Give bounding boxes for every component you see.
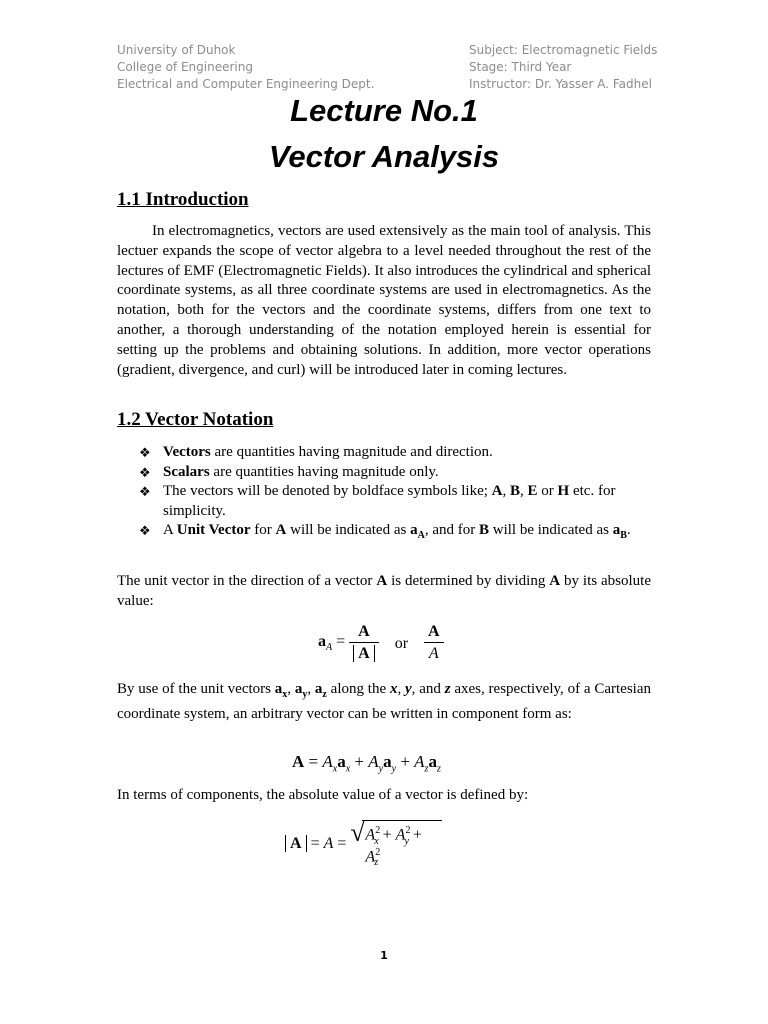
text: , — [287, 681, 295, 697]
symbol-ay: a — [294, 681, 303, 697]
eq-operator: = — [333, 835, 351, 853]
definition-scalars: are quantities having magnitude only. — [209, 463, 439, 480]
eq-symbol: A — [395, 826, 406, 844]
text: by its absolute value: — [117, 573, 651, 609]
symbol-ax: a — [274, 681, 283, 697]
fraction — [349, 622, 379, 665]
square-root — [350, 820, 441, 868]
symbol-aA: a — [410, 522, 418, 538]
lecture-topic-title: Vector Analysis — [268, 139, 500, 174]
text: etc. for simplicity. — [163, 483, 616, 519]
header-instructor: Instructor: Dr. Yasser A. Fadhel — [469, 77, 652, 91]
text: will be indicated as — [488, 522, 613, 538]
eq-subscript: z — [374, 857, 379, 869]
section-heading-introduction: 1.1 Introduction — [117, 189, 249, 210]
text: will be indicated as — [286, 522, 411, 538]
symbol-B: B — [478, 522, 489, 538]
equation-unit-vector — [318, 622, 444, 665]
symbol-A: A — [376, 573, 388, 589]
eq-symbol: A — [365, 826, 376, 844]
text: , — [397, 681, 405, 697]
header-department: Electrical and Computer Engineering Dept. — [117, 77, 375, 91]
subscript: A — [417, 530, 425, 541]
bullet-diamond-icon: ❖ — [139, 445, 151, 460]
eq-symbol: A — [414, 752, 425, 771]
eq-denominator: A — [358, 645, 370, 662]
text: or — [537, 483, 558, 499]
term-scalars: Scalars — [163, 463, 210, 480]
symbol-A: A — [275, 522, 287, 538]
eq-symbol: a — [383, 752, 392, 771]
header-college: College of Engineering — [117, 60, 253, 74]
introduction-paragraph: In electromagnetics, vectors are used extensively as the main tool of analysis. This lectuer expands the scope of vector algebra to a level needed throughout the rest of the lectures of EMF (Electromagnetic Fields). It also introduces the cylindrical and spherical coordinate systems, as all three coordinate systems are used in electromagnetics. As the notation, both for the vectors and the coordinate systems, differs from one text to another, a thorough understanding of the notation employed herein is essential for setting up the problems and obtaining solutions. In addition, more vector operations (gradient, divergence, and curl) will be introduced later in coming lectures. — [117, 223, 651, 378]
eq-subscript: A — [326, 642, 333, 654]
lecture-number-title: Lecture No.1 — [290, 93, 478, 128]
bullet-diamond-icon: ❖ — [139, 523, 151, 538]
eq-symbol: a — [337, 752, 346, 771]
list-item — [117, 443, 651, 463]
symbol-A: A — [549, 573, 561, 589]
eq-subscript: x — [345, 763, 351, 775]
header-subject: Subject: Electromagnetic Fields — [469, 43, 658, 57]
list-item — [117, 482, 651, 521]
text: The vectors will be denoted by boldface symbols like; — [163, 483, 492, 499]
eq-subscript: y — [404, 835, 409, 847]
text: , and — [411, 681, 445, 697]
eq-symbol: a — [428, 752, 437, 771]
term-unit-vector: Unit Vector — [176, 522, 251, 538]
header-stage: Stage: Third Year — [469, 60, 572, 74]
header-course — [469, 42, 657, 93]
section-heading-vector-notation: 1.2 Vector Notation — [117, 409, 274, 430]
text: axes, respectively, of a Cartesian coordinate system, an arbitrary vector can be written in component form as: — [117, 681, 651, 722]
text: along the — [326, 681, 390, 697]
text: , — [307, 681, 315, 697]
notation-bullet-list — [117, 443, 651, 546]
axis-y: y — [405, 681, 412, 697]
eq-subscript: z — [424, 763, 429, 775]
list-item — [117, 463, 651, 483]
eq-numerator: A — [428, 623, 440, 640]
subscript: z — [322, 689, 327, 700]
eq-subscript: y — [378, 763, 384, 775]
eq-symbol: A — [368, 752, 379, 771]
axis-x: x — [389, 681, 398, 697]
eq-operator: + — [396, 752, 415, 771]
eq-operator: = — [332, 633, 346, 651]
eq-subscript: x — [374, 835, 379, 847]
symbol-aB: a — [612, 522, 621, 538]
text: , — [502, 483, 511, 499]
eq-symbol: A — [292, 752, 305, 771]
radical-sign-icon: √ — [350, 818, 365, 847]
symbol-B: B — [510, 483, 521, 499]
eq-numerator: A — [358, 623, 370, 640]
term-vectors: Vectors — [163, 444, 211, 460]
eq-exponent: 2 — [375, 846, 381, 858]
symbol-H: H — [557, 483, 570, 499]
fraction — [424, 622, 444, 665]
text: , — [520, 483, 528, 499]
eq-subscript: z — [436, 763, 441, 775]
text: The unit vector in the direction of a vector — [117, 573, 377, 589]
bullet-diamond-icon: ❖ — [139, 464, 151, 480]
equation-component-form — [292, 752, 441, 774]
eq-operator: + — [378, 826, 396, 844]
header-university: University of Duhok — [117, 43, 236, 57]
eq-symbol: A — [290, 835, 302, 853]
unit-vector-paragraph — [117, 572, 651, 612]
eq-subscript: x — [332, 763, 338, 775]
eq-symbol: A — [365, 847, 376, 865]
eq-or: or — [394, 634, 409, 652]
eq-symbol: A — [323, 835, 334, 853]
bullet-diamond-icon: ❖ — [139, 484, 151, 499]
subscript: x — [282, 689, 288, 700]
eq-exponent: 2 — [375, 825, 381, 836]
eq-symbol: a — [318, 633, 326, 651]
text: A — [163, 522, 177, 538]
eq-operator: = — [306, 835, 324, 853]
text: By use of the unit vectors — [117, 681, 275, 697]
eq-denominator: A — [428, 645, 439, 662]
subscript: B — [620, 530, 627, 541]
axis-z: z — [444, 681, 451, 697]
absolute-value-paragraph: In terms of components, the absolute value of a vector is defined by: — [117, 787, 529, 803]
text: . — [626, 522, 631, 538]
list-item — [117, 521, 651, 546]
eq-exponent: 2 — [405, 825, 411, 836]
component-form-paragraph — [117, 680, 651, 725]
eq-symbol: A — [322, 752, 333, 771]
eq-operator: + — [408, 826, 422, 844]
equation-magnitude — [285, 820, 442, 868]
header-institution — [117, 42, 374, 93]
eq-operator: + — [350, 752, 369, 771]
symbol-E: E — [527, 483, 538, 499]
page-number: 1 — [380, 949, 388, 962]
subscript: y — [302, 689, 308, 700]
text: , and for — [424, 522, 479, 538]
symbol-A: A — [491, 483, 503, 499]
symbol-az: a — [314, 681, 323, 697]
eq-operator: = — [304, 752, 323, 771]
definition-vectors: are quantities having magnitude and direction. — [210, 444, 493, 460]
text: for — [250, 522, 276, 538]
text: is determined by dividing — [387, 573, 550, 589]
eq-subscript: y — [391, 763, 397, 775]
